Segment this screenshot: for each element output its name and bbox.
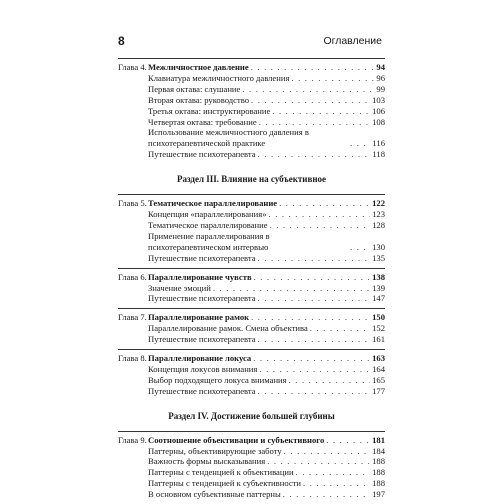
dot-leader bbox=[350, 242, 370, 253]
running-head: Оглавление bbox=[323, 35, 382, 47]
dot-leader bbox=[213, 283, 370, 294]
toc-entry[interactable] bbox=[118, 456, 385, 467]
divider-rule bbox=[118, 431, 385, 432]
dot-leader bbox=[259, 364, 370, 375]
entry-page: 188 bbox=[372, 456, 385, 467]
entry-page: 122 bbox=[372, 198, 385, 209]
toc-entry[interactable] bbox=[118, 283, 385, 294]
chapter-prefix: Глава 8. bbox=[118, 353, 147, 364]
entry-page: 161 bbox=[372, 334, 385, 345]
entry-page: 99 bbox=[376, 83, 385, 94]
toc-entry[interactable] bbox=[118, 106, 385, 117]
dot-leader bbox=[289, 375, 371, 386]
dot-leader bbox=[350, 138, 370, 149]
dot-leader bbox=[272, 106, 370, 117]
entry-title: Концепция локусов внимания bbox=[148, 363, 258, 374]
entry-page: 106 bbox=[372, 105, 385, 116]
entry-title: Концепция «параллелирования» bbox=[148, 209, 267, 220]
entry-title: Важность формы высказывания bbox=[148, 456, 266, 467]
entry-page: 118 bbox=[372, 149, 385, 160]
divider-rule bbox=[118, 58, 385, 59]
toc-entry[interactable] bbox=[118, 375, 385, 386]
entry-page: 152 bbox=[372, 323, 385, 334]
toc-entry[interactable] bbox=[118, 334, 385, 345]
chapter-entry[interactable] bbox=[118, 312, 385, 323]
entry-title: Применение параллелирования в психотерапевтическом интервью bbox=[148, 230, 270, 252]
entry-title: Путешествие психотерапевта bbox=[148, 252, 256, 263]
dot-leader bbox=[254, 272, 371, 283]
entry-title: Паттерны с тенденцией к объективации bbox=[148, 467, 294, 478]
entry-page: 123 bbox=[372, 209, 385, 220]
entry-page: 188 bbox=[372, 478, 385, 489]
chapter-group bbox=[118, 308, 385, 349]
entry-page: 108 bbox=[372, 116, 385, 127]
entry-title: В основном субъективные паттерны bbox=[148, 489, 281, 500]
entry-page: 184 bbox=[372, 445, 385, 456]
dot-leader bbox=[283, 489, 370, 500]
entry-page: 96 bbox=[376, 72, 385, 83]
toc-entry[interactable] bbox=[118, 84, 385, 95]
chapter-entry[interactable] bbox=[118, 272, 385, 283]
entry-title: Клавиатура межличностного давления bbox=[148, 72, 290, 83]
chapter-entry[interactable] bbox=[118, 353, 385, 364]
toc-entry[interactable] bbox=[118, 231, 385, 253]
entry-title: Паттерны с тенденцией к субъективности bbox=[148, 478, 301, 489]
chapter-prefix: Глава 4. bbox=[118, 62, 147, 72]
toc-entry[interactable] bbox=[118, 364, 385, 375]
entry-page: 135 bbox=[372, 252, 385, 263]
dot-leader bbox=[251, 62, 375, 73]
chapter-group bbox=[118, 349, 385, 401]
chapter-prefix: Глава 6. bbox=[118, 271, 147, 282]
dot-leader bbox=[259, 117, 370, 128]
dot-leader bbox=[326, 435, 370, 446]
dot-leader bbox=[242, 84, 374, 95]
toc-entry[interactable] bbox=[118, 209, 385, 220]
entry-title: Параллелирование рамок. Смена объектива bbox=[148, 323, 308, 334]
toc-entry[interactable] bbox=[118, 489, 385, 500]
entry-title: Третья октава: инструктирование bbox=[148, 105, 271, 116]
dot-leader bbox=[296, 467, 370, 478]
entry-page: 103 bbox=[372, 94, 385, 105]
entry-page: 139 bbox=[372, 282, 385, 293]
entry-page: 188 bbox=[372, 467, 385, 478]
chapter-group bbox=[118, 268, 385, 309]
chapter-prefix: Глава 7. bbox=[118, 312, 147, 323]
entry-title: Путешествие психотерапевта bbox=[148, 385, 256, 396]
entry-title: Путешествие психотерапевта bbox=[148, 149, 256, 160]
entry-title: Вторая октава: руководство bbox=[148, 94, 250, 105]
chapter-entry[interactable] bbox=[118, 435, 385, 446]
entry-title: Тематическое параллелирование bbox=[148, 219, 268, 230]
entry-title: Параллелирование рамок bbox=[148, 312, 250, 323]
entry-page: 130 bbox=[372, 241, 385, 252]
section-heading: Раздел IV. Достижение большей глубины bbox=[168, 410, 335, 421]
toc-entry[interactable] bbox=[118, 253, 385, 264]
dot-leader bbox=[291, 73, 374, 84]
entry-page: 177 bbox=[372, 385, 385, 396]
dot-leader bbox=[251, 95, 370, 106]
toc-entry[interactable] bbox=[118, 323, 385, 334]
entry-title: Межличностное давление bbox=[148, 62, 249, 72]
toc-entry[interactable] bbox=[118, 220, 385, 231]
entry-page: 94 bbox=[376, 62, 385, 72]
toc-entry[interactable] bbox=[118, 446, 385, 457]
toc-entry[interactable] bbox=[118, 467, 385, 478]
toc-entry[interactable] bbox=[118, 293, 385, 304]
toc-entry[interactable] bbox=[118, 73, 385, 84]
toc-entry[interactable] bbox=[118, 127, 385, 149]
divider-rule bbox=[118, 268, 385, 269]
entry-page: 116 bbox=[372, 138, 385, 149]
toc-entry[interactable] bbox=[118, 149, 385, 160]
divider-rule bbox=[118, 349, 385, 350]
entry-title: Тематическое параллелирование bbox=[148, 198, 278, 209]
chapter-group bbox=[118, 431, 385, 504]
dot-leader bbox=[267, 456, 370, 467]
toc-entry[interactable] bbox=[118, 117, 385, 128]
dot-leader bbox=[270, 220, 371, 231]
entry-page: 128 bbox=[372, 219, 385, 230]
chapter-entry[interactable] bbox=[118, 62, 385, 73]
toc-entry[interactable] bbox=[118, 95, 385, 106]
entry-title: Параллелирование локуса bbox=[148, 353, 252, 364]
dot-leader bbox=[258, 253, 371, 264]
entry-title: Использование межличностного давления в психотерапевтической практике bbox=[148, 127, 309, 149]
dot-leader bbox=[258, 293, 371, 304]
entry-title: Параллелирование чувств bbox=[148, 271, 252, 282]
entry-title: Первая октава: слушание bbox=[148, 83, 241, 94]
entry-title: Паттерны, объективирующие заботу bbox=[148, 445, 282, 456]
entry-title: Путешествие психотерапевта bbox=[148, 293, 256, 304]
chapter-prefix: Глава 5. bbox=[118, 198, 147, 209]
dot-leader bbox=[251, 312, 370, 323]
dot-leader bbox=[310, 323, 370, 334]
entry-title: Значение эмоций bbox=[148, 282, 211, 293]
entry-title: Соотношение объективации и субъективного bbox=[148, 434, 325, 445]
dot-leader bbox=[258, 149, 371, 160]
dot-leader bbox=[258, 386, 371, 397]
dot-leader bbox=[284, 446, 370, 457]
table-of-contents bbox=[118, 58, 385, 504]
entry-page: 150 bbox=[372, 312, 385, 323]
entry-page: 138 bbox=[372, 271, 385, 282]
entry-page: 164 bbox=[372, 363, 385, 374]
entry-title: Четвертая октава: требование bbox=[148, 116, 257, 127]
toc-entry[interactable] bbox=[118, 386, 385, 397]
dot-leader bbox=[253, 353, 370, 364]
entry-page: 165 bbox=[372, 374, 385, 385]
entry-page: 163 bbox=[372, 353, 385, 364]
divider-rule bbox=[118, 308, 385, 309]
chapter-entry[interactable] bbox=[118, 198, 385, 209]
page-number: 8 bbox=[118, 34, 125, 48]
chapter-prefix: Глава 9. bbox=[118, 434, 147, 445]
section-heading: Раздел III. Влияние на субъективное bbox=[176, 174, 327, 185]
dot-leader bbox=[303, 478, 370, 489]
entry-title: Выбор подходящего локуса внимания bbox=[148, 374, 287, 385]
entry-title: Путешествие психотерапевта bbox=[148, 334, 256, 345]
divider-rule bbox=[118, 194, 385, 195]
dot-leader bbox=[258, 334, 371, 345]
entry-page: 197 bbox=[372, 489, 385, 500]
entry-page: 147 bbox=[372, 293, 385, 304]
entry-page: 181 bbox=[372, 434, 385, 445]
toc-entry[interactable] bbox=[118, 478, 385, 489]
chapter-group bbox=[118, 58, 385, 164]
chapter-group bbox=[118, 194, 385, 267]
dot-leader bbox=[279, 198, 370, 209]
dot-leader bbox=[269, 209, 371, 220]
